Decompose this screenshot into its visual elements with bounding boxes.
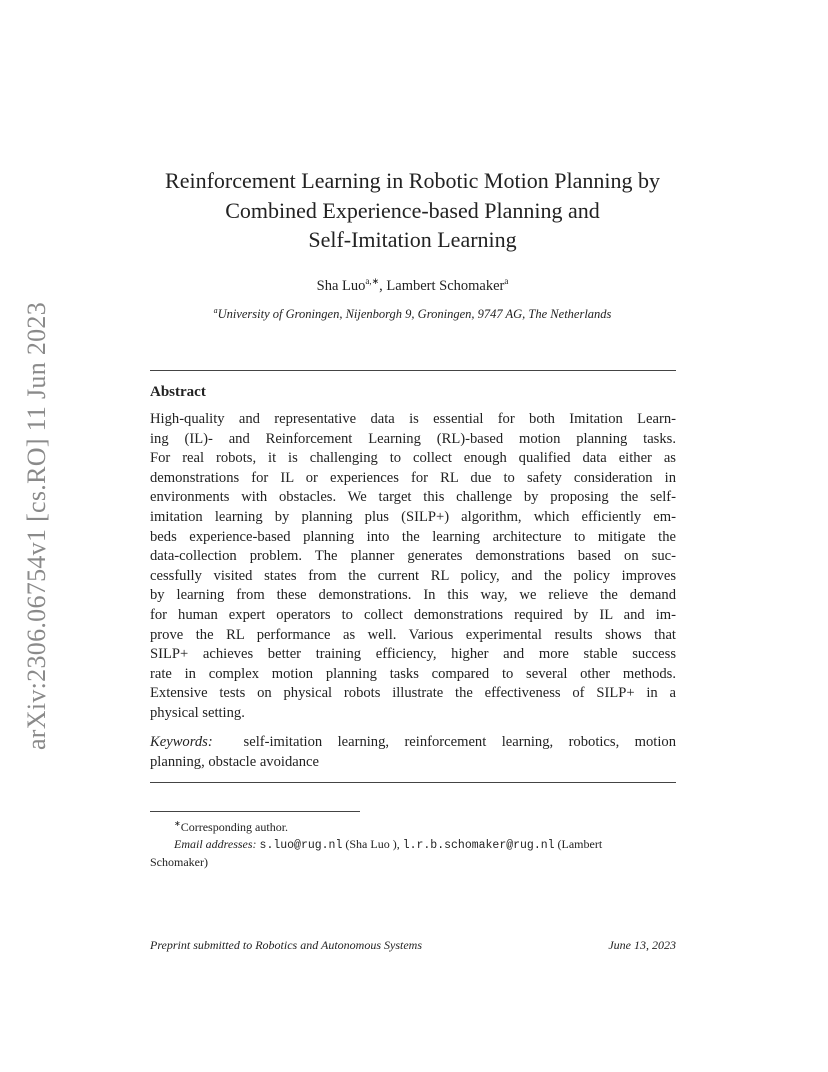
affiliation-text: University of Groningen, Nijenborgh 9, Groningen, 9747 AG, The Netherlands bbox=[217, 307, 612, 322]
title-line: Reinforcement Learning in Robotic Motion Planning by bbox=[165, 168, 660, 193]
abstract-line: rate in complex motion planning tasks compared to several other methods. bbox=[150, 665, 676, 682]
abstract-line: High-quality and representative data is essential for both Imitation Learn- bbox=[150, 411, 676, 427]
email-owner: (Sha Luo ), bbox=[345, 837, 400, 851]
abstract-line: beds experience-based planning into the learning architecture to mitigate the bbox=[150, 528, 676, 545]
email-owner: (Lambert bbox=[557, 837, 603, 851]
paper-title bbox=[140, 166, 685, 255]
author-name: Sha Luo bbox=[316, 277, 366, 294]
abstract-line: data-collection problem. The planner generates demonstrations based on suc- bbox=[150, 548, 676, 565]
keywords-text: self-imitation learning, reinforcement learning, robotics, motion bbox=[243, 734, 676, 750]
abstract-line: For real robots, it is challenging to collect enough qualified data either as bbox=[150, 450, 676, 467]
keywords-label: Keywords: bbox=[150, 734, 213, 750]
abstract-line: physical setting. bbox=[150, 704, 245, 721]
author-affil-marker: a bbox=[504, 276, 509, 286]
abstract-top-rule bbox=[150, 370, 676, 371]
footnote-line: Schomaker) bbox=[150, 855, 208, 869]
affiliation bbox=[150, 306, 675, 322]
abstract-line: imitation learning by planning plus (SILP+) algorithm, which efficiently em- bbox=[150, 508, 676, 525]
abstract-heading: Abstract bbox=[150, 384, 206, 400]
keywords-line bbox=[150, 733, 676, 753]
keywords-line: planning, obstacle avoidance bbox=[150, 753, 319, 770]
abstract-line: Extensive tests on physical robots illustrate the effectiveness of SILP+ in a bbox=[150, 685, 676, 702]
title-line: Self-Imitation Learning bbox=[308, 227, 517, 252]
email-label: Email addresses: bbox=[174, 837, 257, 851]
footer-submission-note: Preprint submitted to Robotics and Autonomous Systems bbox=[150, 938, 422, 952]
footnote-line bbox=[150, 815, 676, 836]
footnote bbox=[150, 815, 676, 871]
arxiv-stamp: arXiv:2306.06754v1 [cs.RO] 11 Jun 2023 bbox=[22, 301, 51, 751]
abstract-line: ing (IL)- and Reinforcement Learning (RL)-based motion planning tasks. bbox=[150, 430, 676, 447]
author-list bbox=[150, 276, 675, 295]
abstract-line: SILP+ achieves better training efficiency, higher and more stable success bbox=[150, 646, 676, 663]
footer-date: June 13, 2023 bbox=[608, 938, 676, 952]
author-name: Lambert Schomaker bbox=[386, 277, 505, 294]
abstract-body bbox=[150, 410, 676, 724]
footnote-line bbox=[150, 836, 676, 854]
footnote-marker: ∗ bbox=[174, 819, 181, 828]
email-link[interactable]: s.luo@rug.nl bbox=[259, 839, 343, 852]
abstract-line: for human expert operators to collect demonstrations required by IL and im- bbox=[150, 606, 676, 623]
abstract-line: demonstrations for IL or experiences for RL due to safety consideration in bbox=[150, 469, 676, 486]
abstract-bottom-rule bbox=[150, 782, 676, 783]
abstract-line: cessfully visited states from the current RL policy, and the policy improves bbox=[150, 567, 676, 584]
affiliation-marker: a bbox=[213, 306, 218, 315]
keywords bbox=[150, 733, 676, 772]
title-line: Combined Experience-based Planning and bbox=[225, 197, 600, 223]
corresponding-author-note: Corresponding author. bbox=[180, 820, 289, 834]
email-link[interactable]: l.r.b.schomaker@rug.nl bbox=[402, 839, 555, 852]
abstract-line: prove the RL performance as well. Various experimental results shows that bbox=[150, 626, 676, 643]
author-affil-marker: a,∗ bbox=[365, 276, 380, 286]
author-separator: , bbox=[379, 277, 387, 294]
abstract-line: by learning from these demonstrations. In this way, we relieve the demand bbox=[150, 587, 676, 604]
abstract-line: environments with obstacles. We target this challenge by proposing the self- bbox=[150, 489, 676, 506]
footnote-rule bbox=[150, 811, 360, 812]
